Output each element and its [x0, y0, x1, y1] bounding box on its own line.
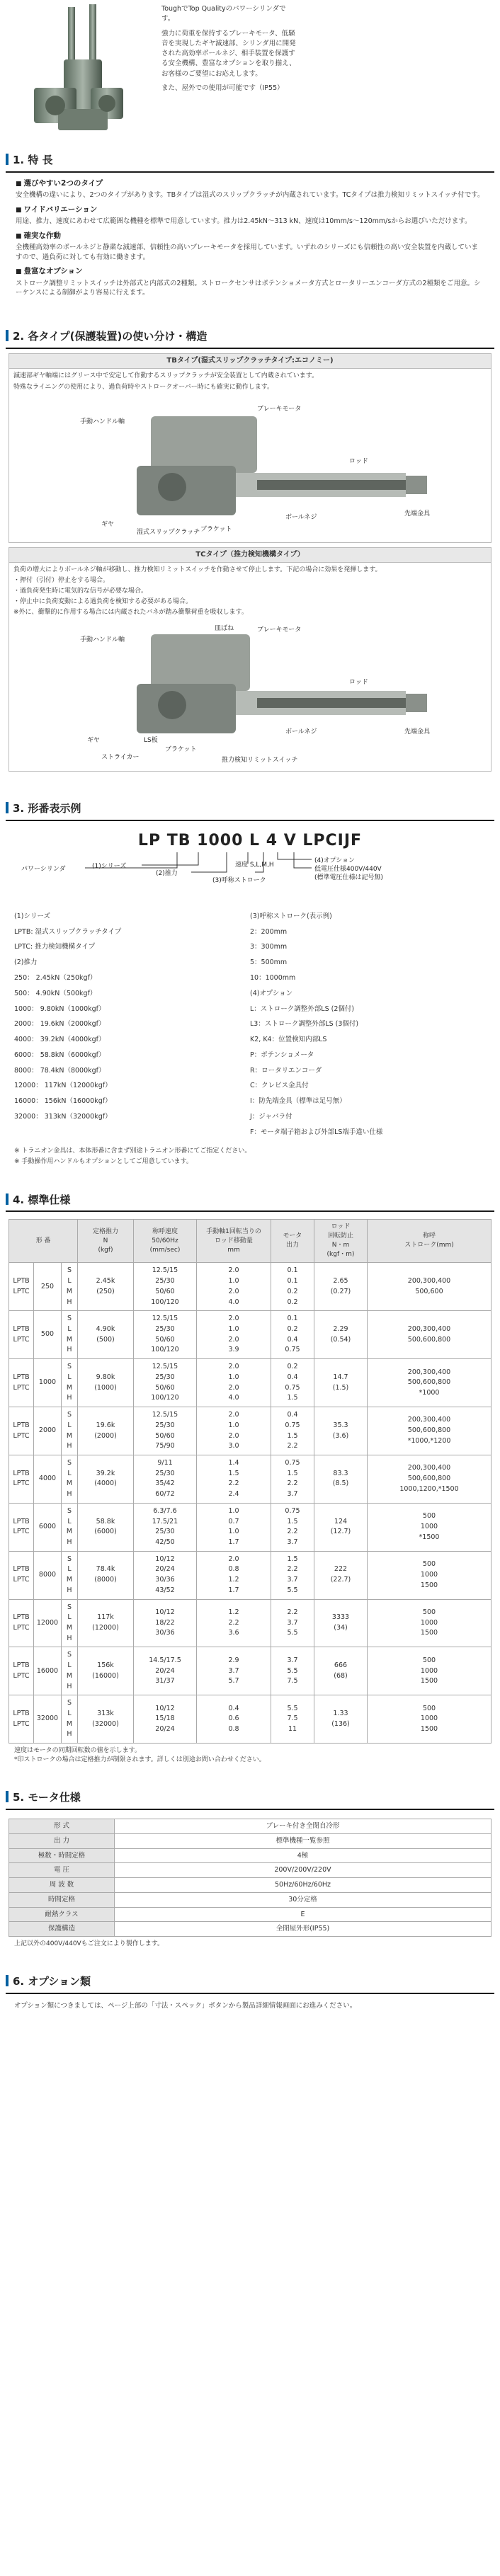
model-code-item: 1000： 9.80kN（1000kgf）	[14, 1004, 106, 1013]
spec-cell-speed: S L M H	[62, 1503, 78, 1551]
model-code-item: 500： 4.90kN（500kgf）	[14, 989, 97, 997]
spec-cell-force: 117k (12000)	[78, 1599, 134, 1647]
spec-cell-model: LPTB LPTC	[9, 1503, 34, 1551]
model-label-option: (4)オプション	[314, 857, 355, 864]
tc-type-heading: TCタイプ（推力検知機構タイプ）	[9, 548, 491, 563]
feature-heading: ■ ワイドバリエーション	[16, 205, 484, 215]
tc-type-text: ・過負荷発生時に電気的な信号が必要な場合。	[13, 588, 148, 595]
spec-cell-move: 1.4 1.5 2.2 2.4	[197, 1455, 271, 1503]
spec-cell-size: 12000	[34, 1599, 62, 1647]
motor-label: 時間定格	[9, 1892, 115, 1907]
model-code-item: F：モータ端子箱および外部LS端手違い仕様	[250, 1128, 383, 1136]
spec-cell-stroke: 200,300,400 500,600	[368, 1263, 492, 1311]
spec-cell-stroke: 500 1000 1500	[368, 1551, 492, 1599]
model-label-type: (1)シリーズ	[92, 862, 127, 870]
model-code-left	[14, 912, 250, 1143]
tc-label: ロッド	[349, 679, 368, 687]
spec-header: 形 番	[9, 1220, 78, 1263]
spec-cell-speed: S L M H	[62, 1311, 78, 1359]
section-title-model-code: 3. 形番表示例	[6, 797, 494, 821]
section-title-features: 1. 特 長	[6, 149, 494, 173]
spec-cell-motor: 0.75 1.5 2.2 3.7	[271, 1503, 314, 1551]
tb-type-text: 減速部ギヤ軸端にはグリース中で安定して作動するスリップクラッチが安全装置として内蔵されています。	[13, 372, 319, 380]
hero	[0, 0, 500, 149]
tb-label: ブラケット	[200, 525, 232, 533]
spec-notes	[14, 1746, 486, 1765]
tb-label: ブレーキモータ	[257, 405, 302, 413]
spec-cell-move: 2.0 1.0 2.0 3.0	[197, 1407, 271, 1455]
model-code-item: (2)推力	[14, 958, 38, 967]
spec-cell-model: LPTB LPTC	[9, 1407, 34, 1455]
spec-cell-vel: 10/12 15/18 20/24	[134, 1695, 197, 1744]
model-code-item: 32000： 313kN（32000kgf）	[14, 1112, 112, 1121]
spec-cell-speed: S L M H	[62, 1551, 78, 1599]
motor-row	[9, 1833, 492, 1848]
spec-header: 称呼 ストローク(mm)	[368, 1220, 492, 1263]
motor-note: 上記以外の400V/440Vもご注文により製作します。	[14, 1940, 164, 1948]
motor-spec-table	[8, 1819, 492, 1937]
spec-cell-torque: 14.7 (1.5)	[314, 1359, 368, 1407]
hero-line-2: 強力に荷重を保持するブレーキモータ、低騒音を実現したギヤ減速部、シリンダ用に開発された高効率ボールネジ、相手装置を保護する安全機構、豊富なオプションを取り揃え、お客様のご要望にお応えします。	[161, 29, 296, 78]
spec-row	[9, 1407, 492, 1455]
spec-cell-motor: 2.2 3.7 5.5	[271, 1599, 314, 1647]
tb-label: 手動ハンドル軸	[80, 418, 125, 425]
motor-value: 30分定格	[115, 1892, 492, 1907]
feature-heading: ■ 選びやすい2つのタイプ	[16, 178, 484, 189]
feature-text: ストローク調整リミットスイッチは外部式と内部式の2種類。ストロークセンサはポテンショメータ方式とロータリーエンコーダ方式の2種類をご用意。シーケンスによる制御がより容易に行えます。	[16, 279, 481, 297]
spec-cell-model: LPTB LPTC	[9, 1311, 34, 1359]
motor-label: 形 式	[9, 1819, 115, 1834]
tb-type-heading: TBタイプ(湿式スリップクラッチタイプ:エコノミー)	[9, 354, 491, 370]
spec-cell-force: 58.8k (6000)	[78, 1503, 134, 1551]
spec-cell-stroke: 200,300,400 500,600,800 1000,1200,*1500	[368, 1455, 492, 1503]
spec-cell-model: LPTB LPTC	[9, 1455, 34, 1503]
model-label-force: (2)推力	[156, 869, 178, 877]
spec-cell-speed: S L M H	[62, 1599, 78, 1647]
tc-label: ボールネジ	[285, 728, 317, 736]
spec-cell-force: 2.45k (250)	[78, 1263, 134, 1311]
spec-cell-torque: 35.3 (3.6)	[314, 1407, 368, 1455]
model-code-right	[250, 912, 486, 1143]
spec-cell-size: 2000	[34, 1407, 62, 1455]
tb-type-diagram	[52, 395, 448, 537]
spec-cell-force: 156k (16000)	[78, 1647, 134, 1695]
spec-cell-stroke: 200,300,400 500,600,800 *1000	[368, 1359, 492, 1407]
spec-cell-torque: 83.3 (8.5)	[314, 1455, 368, 1503]
model-code-item: L：ストローク調整外部LS (2個付)	[250, 1004, 355, 1013]
spec-cell-force: 313k (32000)	[78, 1695, 134, 1744]
model-code-item: I：防先端金具（標準は足号無）	[250, 1097, 346, 1106]
spec-cell-move: 2.9 3.7 5.7	[197, 1647, 271, 1695]
note: *印ストロークの場合は定格推力が制限されます。詳しくは別途お問い合わせください。	[14, 1756, 266, 1764]
spec-cell-motor: 5.5 7.5 11	[271, 1695, 314, 1744]
spec-header: モータ 出力	[271, 1220, 314, 1263]
model-code-item: 6000： 58.8kN（6000kgf）	[14, 1051, 106, 1059]
spec-cell-model: LPTB LPTC	[9, 1551, 34, 1599]
model-label-stroke: (3)呼称ストローク	[212, 876, 266, 884]
spec-cell-vel: 9/11 25/30 35/42 60/72	[134, 1455, 197, 1503]
motor-row	[9, 1907, 492, 1922]
spec-cell-move: 2.0 1.0 2.0 4.0	[197, 1359, 271, 1407]
spec-row	[9, 1455, 492, 1503]
model-label-voltage-note: (標準電圧仕様は記号無)	[314, 874, 384, 881]
model-code-item: LPTC: 推力検知機構タイプ	[14, 943, 96, 951]
model-code-item: 4000： 39.2kN（4000kgf）	[14, 1036, 106, 1044]
motor-label: 保護構造	[9, 1922, 115, 1937]
hero-description	[161, 4, 296, 98]
spec-cell-move: 0.4 0.6 0.8	[197, 1695, 271, 1744]
spec-cell-force: 9.80k (1000)	[78, 1359, 134, 1407]
motor-label: 耐熱クラス	[9, 1907, 115, 1922]
spec-header: 手動軸1回転当りの ロッド移動量 mm	[197, 1220, 271, 1263]
features-list	[6, 178, 494, 298]
model-code-item: LPTB: 湿式スリップクラッチタイプ	[14, 927, 122, 936]
section-title-motor: 5. モータ仕様	[6, 1786, 494, 1810]
tc-label: ブレーキモータ	[257, 626, 302, 634]
spec-row	[9, 1695, 492, 1744]
spec-cell-model: LPTB LPTC	[9, 1647, 34, 1695]
model-code-item: 3：300mm	[250, 943, 288, 951]
spec-header: 称呼速度 50/60Hz (mm/sec)	[134, 1220, 197, 1263]
spec-cell-torque: 2.65 (0.27)	[314, 1263, 368, 1311]
spec-cell-motor: 1.5 2.2 3.7 5.5	[271, 1551, 314, 1599]
tc-label: ギヤ	[87, 737, 101, 745]
spec-cell-vel: 10/12 20/24 30/36 43/52	[134, 1551, 197, 1599]
spec-cell-size: 250	[34, 1263, 62, 1311]
spec-cell-stroke: 200,300,400 500,600,800	[368, 1311, 492, 1359]
spec-cell-move: 2.0 0.8 1.2 1.7	[197, 1551, 271, 1599]
model-code-item: 5：500mm	[250, 958, 288, 967]
spec-cell-vel: 12.5/15 25/30 50/60 100/120	[134, 1311, 197, 1359]
spec-cell-stroke: 200,300,400 500,600,800 *1000,*1200	[368, 1407, 492, 1455]
spec-cell-size: 4000	[34, 1455, 62, 1503]
model-code-item: L3：ストローク調整外部LS (3個付)	[250, 1020, 359, 1029]
motor-row	[9, 1819, 492, 1834]
hero-line-3: また、屋外での使用が可能です（IP55）	[161, 84, 284, 92]
spec-row	[9, 1503, 492, 1551]
spec-cell-model: LPTB LPTC	[9, 1359, 34, 1407]
spec-cell-speed: S L M H	[62, 1263, 78, 1311]
spec-cell-vel: 6.3/7.6 17.5/21 25/30 42/50	[134, 1503, 197, 1551]
spec-cell-size: 6000	[34, 1503, 62, 1551]
model-code-item: 10：1000mm	[250, 974, 296, 982]
spec-cell-torque: 1.33 (136)	[314, 1695, 368, 1744]
tc-type-text: ・停止中に負荷変動による過負荷を検知する必要がある場合。	[13, 598, 193, 606]
spec-cell-vel: 12.5/15 25/30 50/60 100/120	[134, 1263, 197, 1311]
spec-cell-size: 8000	[34, 1551, 62, 1599]
tb-label: ロッド	[349, 457, 368, 465]
feature-text: 全機種高効率のボールネジと静粛な減速部、信頼性の高いブレーキモータを採用しています。いずれのシリーズにも信頼性の高い安全装置を内蔵していますので、過負荷に対しても有効に働きます。	[16, 243, 479, 261]
tc-label: 先端金具	[404, 728, 431, 736]
tc-label: ブラケット	[165, 746, 197, 754]
motor-label: 電 圧	[9, 1863, 115, 1878]
note: ※ トラニオン金具は、本体形番に含まず別途トラニオン形番にてご指定ください。	[14, 1147, 251, 1155]
spec-cell-stroke: 500 1000 1500	[368, 1599, 492, 1647]
model-code-item: 2000： 19.6kN（2000kgf）	[14, 1020, 106, 1029]
motor-row	[9, 1892, 492, 1907]
tc-label: 手動ハンドル軸	[80, 636, 125, 644]
options-text: オプション類につきましては、ページ上部の「寸法・スペック」ボタンから製品詳細情報画面にお進みください。	[14, 2001, 357, 2010]
tc-type-text: 負荷の増大によりボールネジ軸が移動し、推力検知リミットスイッチを作動させて停止します。下記の場合に効果を発揮します。	[13, 566, 382, 574]
spec-cell-vel: 12.5/15 25/30 50/60 100/120	[134, 1359, 197, 1407]
spec-cell-stroke: 500 1000 *1500	[368, 1503, 492, 1551]
feature-text: 用途、推力、速度にあわせて広範囲な機種を標準で用意しています。推力は2.45kN～313 kN、速度は10mm/s～120mm/sからお選びいただけます。	[16, 217, 472, 225]
spec-cell-force: 39.2k (4000)	[78, 1455, 134, 1503]
section-title-types: 2. 各タイプ(保護装置)の使い分け・構造	[6, 325, 494, 349]
spec-cell-torque: 666 (68)	[314, 1647, 368, 1695]
section-title-options: 6. オプション類	[6, 1970, 494, 1994]
model-code-item: 16000： 156kN（16000kgf）	[14, 1097, 112, 1106]
spec-cell-torque: 222 (22.7)	[314, 1551, 368, 1599]
model-code-details	[14, 912, 486, 1143]
tb-label: ボールネジ	[285, 513, 317, 521]
spec-cell-vel: 10/12 18/22 30/36	[134, 1599, 197, 1647]
hero-line-1: ToughでTop Qualityのパワーシリンダです。	[161, 5, 286, 23]
motor-value: 4極	[115, 1848, 492, 1863]
spec-cell-motor: 0.4 0.75 1.5 2.2	[271, 1407, 314, 1455]
tb-type-box	[8, 353, 492, 543]
model-code-item: (1)シリーズ	[14, 912, 50, 920]
model-label-voltage: 低電圧仕様400V/440V	[314, 865, 382, 873]
spec-table	[8, 1219, 492, 1744]
model-code-item: C：クレビス金具付	[250, 1082, 309, 1090]
model-code-item: J：ジャバラ付	[250, 1112, 292, 1121]
feature-text: 安全機構の違いにより、2つのタイプがあります。TBタイプは湿式のスリップクラッチが内蔵されています。TCタイプは推力検知リミットスイッチ付です。	[16, 190, 484, 199]
spec-header-row	[9, 1220, 492, 1263]
spec-cell-speed: S L M H	[62, 1455, 78, 1503]
motor-row	[9, 1848, 492, 1863]
spec-cell-force: 78.4k (8000)	[78, 1551, 134, 1599]
spec-cell-force: 19.6k (2000)	[78, 1407, 134, 1455]
model-code-item: K2, K4：位置検知内部LS	[250, 1036, 327, 1044]
model-code-item: 2：200mm	[250, 927, 288, 936]
spec-cell-size: 16000	[34, 1647, 62, 1695]
spec-row	[9, 1359, 492, 1407]
spec-row	[9, 1599, 492, 1647]
spec-cell-speed: S L M H	[62, 1359, 78, 1407]
model-code-notes	[14, 1147, 486, 1167]
spec-cell-move: 2.0 1.0 2.0 4.0	[197, 1263, 271, 1311]
tc-label: ストライカー	[101, 754, 140, 762]
spec-cell-vel: 14.5/17.5 20/24 31/37	[134, 1647, 197, 1695]
model-code-connectors	[14, 852, 486, 908]
tc-type-diagram	[52, 620, 448, 765]
tc-type-text: ・押付（引付）停止をする場合。	[13, 577, 110, 585]
model-code-item: 250： 2.45kN（250kgf）	[14, 974, 97, 982]
spec-cell-stroke: 500 1000 1500	[368, 1695, 492, 1744]
tb-label: 湿式スリップクラッチ	[137, 528, 200, 536]
spec-cell-stroke: 500 1000 1500	[368, 1647, 492, 1695]
spec-cell-torque: 124 (12.7)	[314, 1503, 368, 1551]
spec-header: ロッド 回転防止 N・m (kgf・m)	[314, 1220, 368, 1263]
motor-row	[9, 1863, 492, 1878]
product-photo	[6, 3, 147, 144]
tc-label: LS板	[144, 737, 158, 745]
model-code-example: LP TB 1000 L 4 V LPCIJF	[137, 832, 363, 850]
model-code-item: (4)オプション	[250, 989, 293, 997]
spec-cell-force: 4.90k (500)	[78, 1311, 134, 1359]
motor-value: 全閉屋外形(IP55)	[115, 1922, 492, 1937]
motor-row	[9, 1922, 492, 1937]
spec-cell-motor: 0.1 0.2 0.4 0.75	[271, 1311, 314, 1359]
spec-cell-move: 1.2 2.2 3.6	[197, 1599, 271, 1647]
spec-cell-move: 1.0 0.7 1.0 1.7	[197, 1503, 271, 1551]
motor-label: 周 波 数	[9, 1878, 115, 1893]
tc-type-box	[8, 547, 492, 772]
spec-cell-model: LPTB LPTC	[9, 1599, 34, 1647]
motor-value: E	[115, 1907, 492, 1922]
tb-label: 先端金具	[404, 510, 431, 517]
spec-cell-torque: 3333 (34)	[314, 1599, 368, 1647]
spec-cell-motor: 0.2 0.4 0.75 1.5	[271, 1359, 314, 1407]
model-code-item: P：ポテンショメータ	[250, 1051, 314, 1059]
spec-cell-motor: 0.1 0.1 0.2 0.2	[271, 1263, 314, 1311]
spec-cell-vel: 12.5/15 25/30 50/60 75/90	[134, 1407, 197, 1455]
spec-row	[9, 1647, 492, 1695]
motor-label: 出 力	[9, 1833, 115, 1848]
model-code-item: 12000： 117kN（12000kgf）	[14, 1082, 112, 1090]
tb-label: ギヤ	[101, 520, 115, 528]
model-code-item: R：ロータリエンコーダ	[250, 1066, 322, 1075]
motor-value: 200V/200V/220V	[115, 1863, 492, 1878]
motor-value: 標準機種一覧参照	[115, 1833, 492, 1848]
motor-label: 極数・時間定格	[9, 1848, 115, 1863]
model-label-series: パワーシリンダ	[21, 865, 66, 873]
feature-heading: ■ 確実な作動	[16, 231, 484, 241]
spec-cell-model: LPTB LPTC	[9, 1695, 34, 1744]
feature-heading: ■ 豊富なオプション	[16, 266, 484, 277]
motor-row	[9, 1878, 492, 1893]
tc-label: 推力検知リミットスイッチ	[222, 757, 298, 765]
spec-cell-model: LPTB LPTC	[9, 1263, 34, 1311]
spec-cell-speed: S L M H	[62, 1407, 78, 1455]
motor-value: 50Hz/60Hz/60Hz	[115, 1878, 492, 1893]
note: ※ 手動操作用ハンドルもオプションとしてご用意しています。	[14, 1158, 193, 1166]
spec-cell-size: 500	[34, 1311, 62, 1359]
note: 速度はモータの同期回転数の値を示します。	[14, 1747, 141, 1755]
spec-row	[9, 1263, 492, 1311]
spec-cell-size: 1000	[34, 1359, 62, 1407]
spec-header: 定格推力 N (kgf)	[78, 1220, 134, 1263]
spec-cell-speed: S L M H	[62, 1647, 78, 1695]
motor-value: ブレーキ付き全閉自冷形	[115, 1819, 492, 1834]
section-title-spec: 4. 標準仕様	[6, 1189, 494, 1213]
model-code-legend	[14, 852, 486, 908]
tc-type-text: ※外に、衝撃的に作用する場合には内蔵されたバネが踏み衝撃荷重を吸収します。	[13, 609, 248, 617]
spec-cell-torque: 2.29 (0.54)	[314, 1311, 368, 1359]
spec-row	[9, 1311, 492, 1359]
spec-cell-size: 32000	[34, 1695, 62, 1744]
model-label-speed: 速度 S,L,M,H	[235, 861, 274, 869]
tb-type-text: 特殊なライニングの使用により、過負荷時やストロークオーバー時にも確実に動作します。	[13, 383, 274, 391]
model-code-item: (3)呼称ストローク(表示例)	[250, 912, 332, 920]
tc-label: 皿ばね	[215, 625, 234, 633]
spec-cell-motor: 0.75 1.5 2.2 3.7	[271, 1455, 314, 1503]
spec-cell-speed: S L M H	[62, 1695, 78, 1744]
spec-cell-motor: 3.7 5.5 7.5	[271, 1647, 314, 1695]
model-code-item: 8000： 78.4kN（8000kgf）	[14, 1066, 106, 1075]
spec-cell-move: 2.0 1.0 2.0 3.9	[197, 1311, 271, 1359]
spec-row	[9, 1551, 492, 1599]
